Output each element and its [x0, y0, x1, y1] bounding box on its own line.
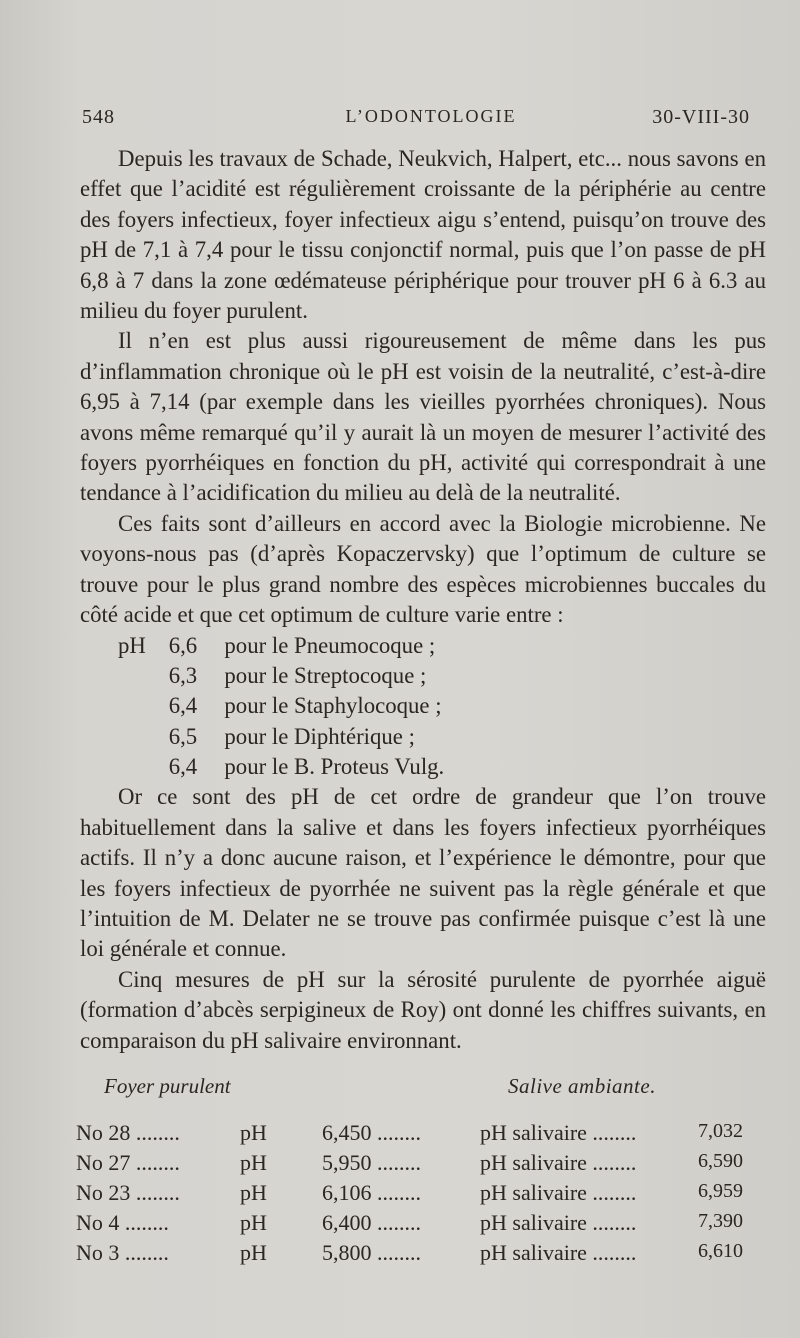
salivary-label: pH salivaire ........	[480, 1150, 637, 1175]
sample-number: No 3 ........	[76, 1240, 169, 1265]
organism-text: pour le Staphylocoque ;	[224, 693, 442, 719]
list-item	[118, 631, 766, 661]
organism-text: pour le Streptocoque ;	[224, 662, 427, 688]
list-item	[118, 661, 766, 691]
salivary-label: pH salivaire ........	[480, 1180, 637, 1205]
page-number: 548	[82, 106, 115, 128]
organism-text: pour le Diphtérique ;	[224, 723, 415, 749]
sample-number: No 27 ........	[76, 1150, 180, 1175]
table-column-headers	[80, 1074, 766, 1104]
table-row	[76, 1150, 766, 1180]
list-item	[118, 691, 766, 721]
ph-measurements-table	[76, 1120, 766, 1270]
paragraph: Cinq mesures de pH sur la sérosité purulente de pyorrhée aiguë (formation d’abcès serpigineux de Roy) ont donné les chiffres suivants, en comparaison du pH salivaire environnant.	[80, 966, 766, 1053]
column-header-foyer: Foyer purulent	[104, 1074, 231, 1098]
paragraph: Il n’en est plus aussi rigoureusement de même dans les pus d’inflammation chronique où le pH est voisin de la neutralité, c’est-à-dire 6,95 à 7,14 (par exemple dans les vieilles pyorrhées chroniques). Nous avons même remarqué qu’il y aurait là un moyen de mesurer l’activité des foyers pyorrhéiques en fonction du pH, activité qui correspondrait à une tendance à l’acidification du milieu au delà de la neutralité.	[80, 328, 766, 506]
journal-title: L’ODONTOLOGIE	[345, 106, 517, 126]
salivary-ph-value: 7,032	[698, 1120, 743, 1142]
paragraph: Depuis les travaux de Schade, Neukvich, Halpert, etc... nous savons en effet que l’acidité est régulièrement croissante de la périphérie au centre des foyers infectieux, foyer infectieux aigu s’entend, puisqu’on trouve des pH de 7,1 à 7,4 pour le tissu conjonctif normal, puis que l’on passe de pH 6,8 à 7 dans la zone œdémateuse périphérique pour trouver pH 6 à 6.3 au milieu du foyer purulent.	[80, 146, 766, 324]
salivary-label: pH salivaire ........	[480, 1240, 637, 1265]
table-row	[76, 1240, 766, 1270]
ph-prefix: pH	[118, 632, 146, 658]
sample-number: No 28 ........	[76, 1120, 180, 1145]
running-header	[82, 106, 780, 136]
foyer-ph-value: 5,950 ........	[322, 1150, 421, 1175]
issue-date: 30-VIII-30	[652, 106, 750, 128]
table-row	[76, 1120, 766, 1150]
table-row	[76, 1180, 766, 1210]
ph-value: 6,3	[168, 662, 198, 688]
ph-value: 6,6	[168, 632, 198, 658]
salivary-label: pH salivaire ........	[480, 1210, 637, 1235]
ph-optimum-list	[80, 631, 766, 783]
list-item	[118, 722, 766, 752]
foyer-ph-value: 6,106 ........	[322, 1180, 421, 1205]
organism-text: pour le Pneumocoque ;	[224, 632, 436, 658]
salivary-ph-value: 7,390	[698, 1210, 743, 1232]
list-item	[118, 752, 766, 782]
ph-label: pH	[240, 1120, 267, 1145]
ph-value: 6,5	[168, 723, 198, 749]
salivary-ph-value: 6,610	[698, 1240, 743, 1262]
main-text	[80, 144, 766, 1056]
paragraph: Or ce sont des pH de cet ordre de grandeur que l’on trouve habituellement dans la salive et dans les foyers infectieux pyorrhéiques actifs. Il n’y a donc aucune raison, et l’expérience le démontre, pour que les foyers infectieux de pyorrhée ne suivent pas la règle générale et que l’intuition de M. Delater ne se trouve pas confirmée puisque c’est là une loi générale et connue.	[80, 784, 766, 962]
ph-label: pH	[240, 1210, 267, 1235]
organism-text: pour le B. Proteus Vulg.	[224, 754, 445, 780]
column-header-salive: Salive ambiante.	[508, 1074, 656, 1098]
salivary-ph-value: 6,959	[698, 1180, 743, 1202]
sample-number: No 4 ........	[76, 1210, 169, 1235]
sample-number: No 23 ........	[76, 1180, 180, 1205]
foyer-ph-value: 6,400 ........	[322, 1210, 421, 1235]
table-row	[76, 1210, 766, 1240]
ph-label: pH	[240, 1150, 267, 1175]
salivary-ph-value: 6,590	[698, 1150, 743, 1172]
paragraph: Ces faits sont d’ailleurs en accord avec la Biologie microbienne. Ne voyons-nous pas (d’après Kopaczervsky) que l’optimum de culture se trouve pour le plus grand nombre des espèces microbiennes buccales du côté acide et que cet optimum de culture varie entre :	[80, 510, 766, 628]
foyer-ph-value: 6,450 ........	[322, 1120, 421, 1145]
ph-value: 6,4	[168, 693, 198, 719]
foyer-ph-value: 5,800 ........	[322, 1240, 421, 1265]
ph-label: pH	[240, 1240, 267, 1265]
salivary-label: pH salivaire ........	[480, 1120, 637, 1145]
ph-value: 6,4	[168, 754, 198, 780]
ph-label: pH	[240, 1180, 267, 1205]
